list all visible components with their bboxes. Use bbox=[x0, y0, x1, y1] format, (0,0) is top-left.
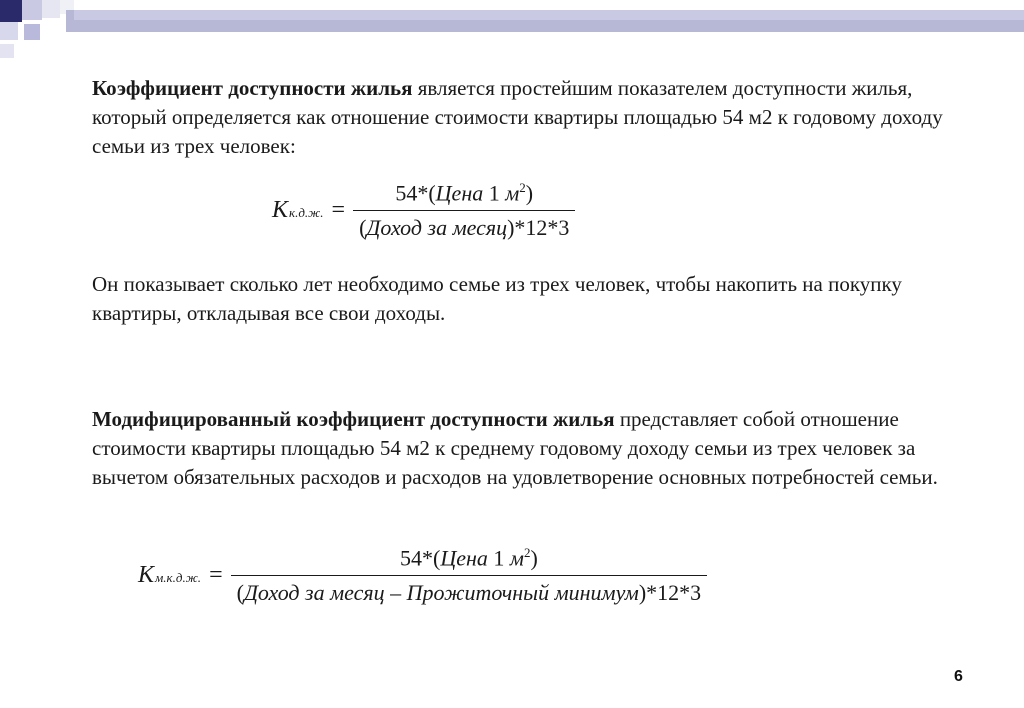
num-exponent: 2 bbox=[523, 545, 531, 560]
equals-sign: = bbox=[331, 197, 346, 224]
num-part: 54*( bbox=[399, 545, 441, 571]
modified-definition-paragraph bbox=[92, 405, 952, 492]
den-income: Доход за месяц – Прожиточный минимум bbox=[243, 580, 639, 606]
term-bold: Коэффициент доступности жилья bbox=[92, 76, 413, 100]
denominator bbox=[353, 211, 575, 241]
definition-text: является простейшим показателем доступности жилья, который определяется как отношение стоимости квартиры площадью 54 м2 к годовому доходу семьи из трех человек: bbox=[92, 76, 943, 158]
header-bar-inner bbox=[74, 10, 1024, 20]
term-bold: Модифицированный коэффициент доступности жилья bbox=[92, 407, 615, 431]
num-part: ) bbox=[525, 180, 534, 206]
formula-symbol: K bbox=[138, 562, 155, 589]
fraction bbox=[353, 180, 575, 241]
num-price: Цена bbox=[440, 545, 488, 571]
den-part: )*12*3 bbox=[507, 215, 570, 241]
definition-text: представляет собой отношение стоимости квартиры площадью 54 м2 к среднему годовому доходу семьи из трех человек за вычетом обязательных расходов и расходов на удовлетворение основных потребностей семьи. bbox=[92, 407, 938, 489]
explanation-paragraph: Он показывает сколько лет необходимо семье из трех человек, чтобы накопить на покупку квартиры, откладывая все свои доходы. bbox=[92, 272, 902, 325]
corner-square-light bbox=[22, 0, 42, 20]
equals-sign: = bbox=[209, 562, 223, 589]
page-number: 6 bbox=[954, 668, 963, 685]
formula-lhs bbox=[138, 562, 201, 589]
formula-subscript: м.к.д.ж. bbox=[155, 570, 202, 586]
corner-square-light bbox=[42, 0, 60, 18]
num-price: Цена bbox=[435, 180, 484, 206]
den-part: ( bbox=[359, 215, 367, 241]
corner-square-dark bbox=[0, 0, 22, 22]
formula-lhs bbox=[272, 197, 324, 224]
corner-square-mid bbox=[24, 24, 40, 40]
num-exponent: 2 bbox=[519, 180, 526, 195]
num-unit: м bbox=[509, 545, 524, 571]
num-unit: м bbox=[505, 180, 520, 206]
formula-affordability bbox=[272, 180, 575, 241]
corner-square-light bbox=[0, 44, 14, 58]
num-part: 1 bbox=[483, 180, 506, 206]
num-part: 1 bbox=[487, 545, 510, 571]
formula-subscript: к.д.ж. bbox=[289, 205, 324, 221]
corner-square-light bbox=[0, 22, 18, 40]
den-income: Доход за месяц bbox=[366, 215, 508, 241]
num-part: ) bbox=[530, 545, 538, 571]
num-part: 54*( bbox=[395, 180, 436, 206]
den-part: )*12*3 bbox=[638, 580, 702, 606]
numerator bbox=[394, 545, 544, 575]
fraction bbox=[231, 545, 708, 606]
numerator bbox=[389, 180, 539, 210]
denominator bbox=[231, 576, 708, 606]
definition-paragraph bbox=[92, 74, 952, 161]
formula-symbol: K bbox=[272, 197, 289, 224]
den-part: ( bbox=[236, 580, 244, 606]
formula-modified-affordability bbox=[138, 545, 707, 606]
